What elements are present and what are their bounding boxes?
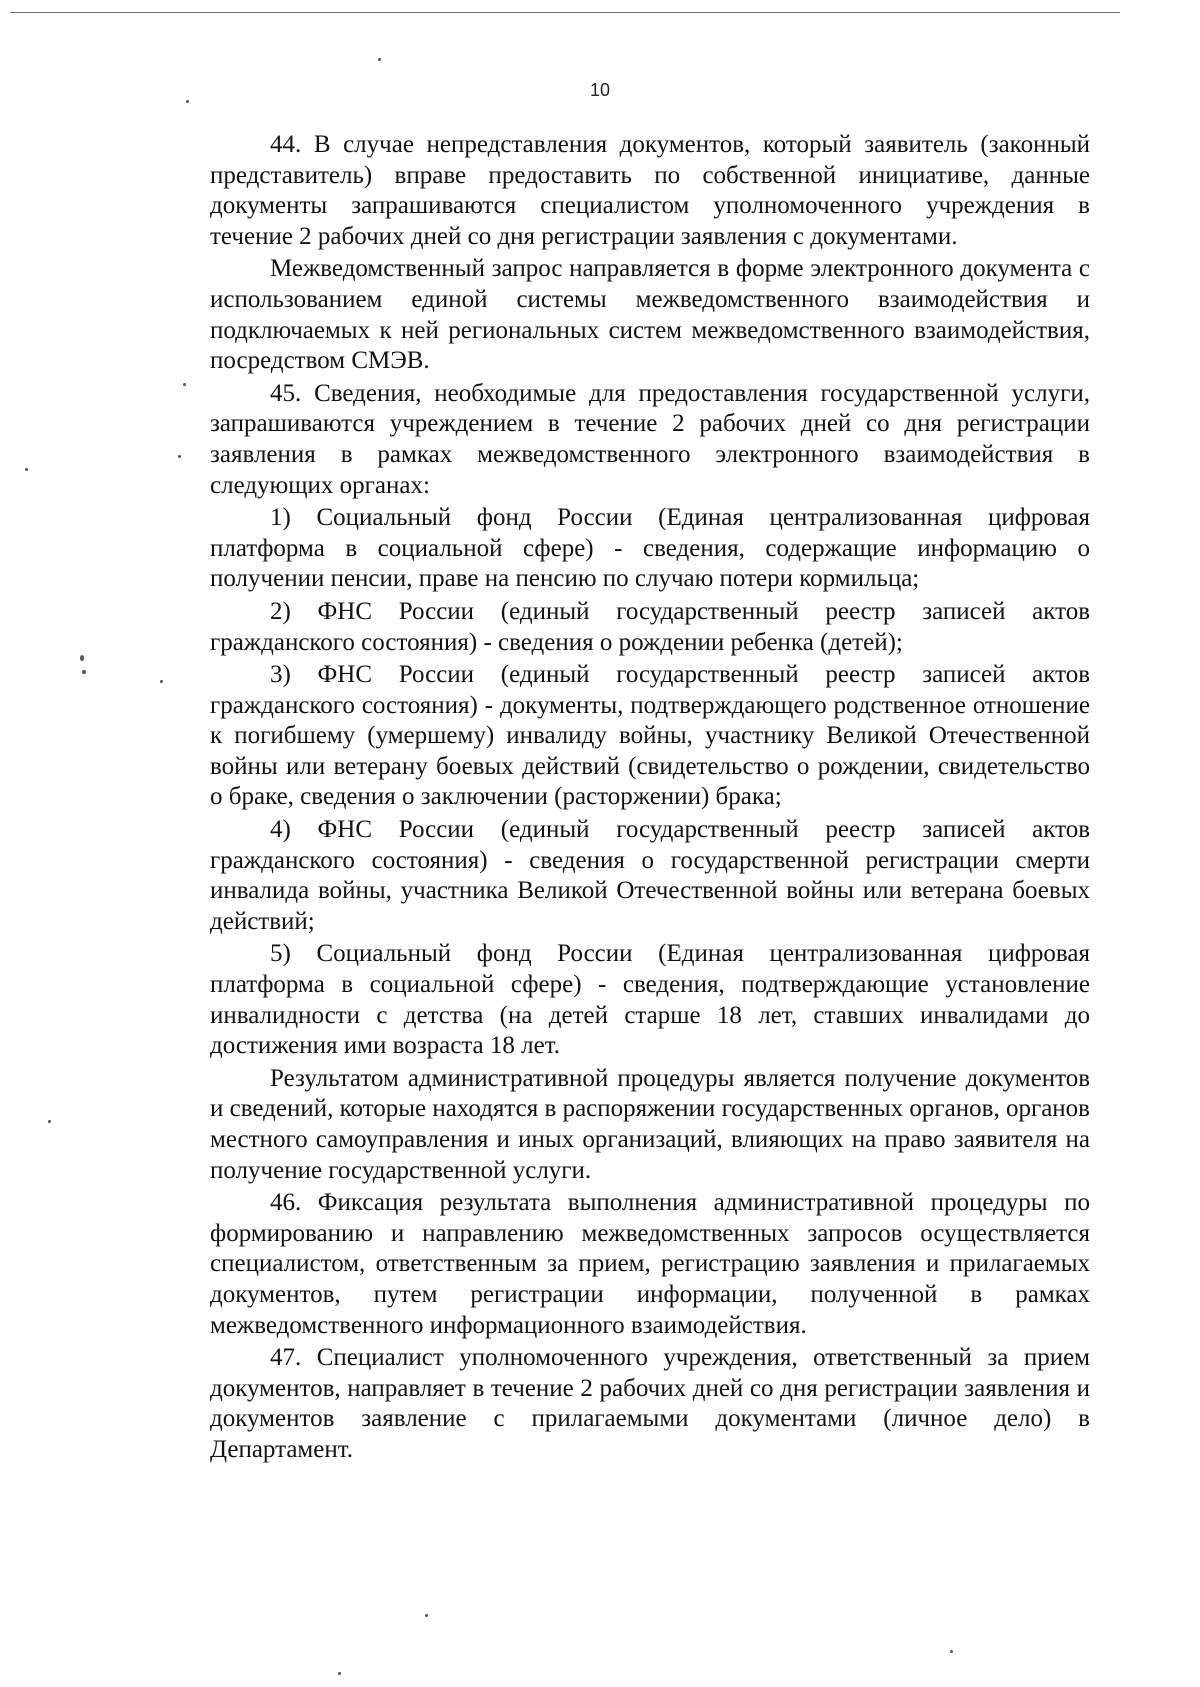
scan-speck — [82, 670, 86, 674]
scan-speck — [25, 468, 28, 471]
scan-speck — [378, 58, 381, 61]
scan-speck — [338, 1672, 341, 1675]
scan-speck — [178, 455, 181, 458]
paragraph-interagency-request: Межведомственный запрос направляется в форме электронного документа с использованием единой системы межведомственного взаимодействия и подключаемых к ней региональных систем межведомственного взаимодействия, посредством СМЭВ. — [210, 255, 1090, 375]
paragraph-result: Результатом административной процедуры является получение документов и сведений, которые находятся в распоряжении государственных органов, органов местного самоуправления и иных организаций, влияющих на право заявителя на получение государственной услуги. — [210, 1064, 1090, 1184]
paragraph-46: 46. Фиксация результата выполнения административной процедуры по формированию и направлению межведомственных запросов осуществляется специалистом, ответственным за прием, регистрацию заявления и прилагаемых документов, путем регистрации информации, полученной в рамках межведомственного информационного взаимодействия. — [210, 1189, 1090, 1339]
paragraph-47: 47. Специалист уполномоченного учреждения, ответственный за прием документов, направляет в течение 2 рабочих дней со дня регистрации заявления и документов заявление с прилагаемыми документами (личное дело) в Департамент. — [210, 1344, 1090, 1463]
list-item-2: 2) ФНС России (единый государственный реестр записей актов гражданского состояния) - сведения о рождении ребенка (детей); — [210, 597, 1090, 656]
scan-speck — [80, 655, 84, 661]
scan-speck — [48, 1120, 51, 1123]
scan-speck — [186, 100, 189, 103]
scan-speck — [183, 383, 186, 386]
list-item-1: 1) Социальный фонд России (Единая централизованная цифровая платформа в социальной сфере) - сведения, содержащие информацию о получении пенсии, праве на пенсию по случаю потери кормильца; — [210, 504, 1090, 593]
page-number: 10 — [589, 80, 611, 100]
list-item-3: 3) ФНС России (единый государственный реестр записей актов гражданского состояния) - документы, подтверждающего родственное отношение к погибшему (умершему) инвалиду войны, участнику Великой Отечественной войны или ветерану боевых действий (свидетельство о рождении, свидетельство о браке, сведения о заключении (расторжении) брака; — [210, 661, 1090, 811]
scan-speck — [425, 1614, 428, 1617]
scan-edge-line — [10, 12, 1120, 13]
paragraph-45: 45. Сведения, необходимые для предоставления государственной услуги, запрашиваются учреждением в течение 2 рабочих дней со дня регистрации заявления в рамках межведомственного электронного взаимодействия в следующих органах: — [210, 379, 1090, 499]
document-body — [210, 130, 1090, 1466]
list-item-5: 5) Социальный фонд России (Единая централизованная цифровая платформа в социальной сфере) - сведения, подтверждающие установление инвалидности с детства (на детей старше 18 лет, ставших инвалидами до достижения ими возраста 18 лет. — [210, 940, 1090, 1060]
scan-speck — [950, 1650, 953, 1653]
list-item-4: 4) ФНС России (единый государственный реестр записей актов гражданского состояния) - сведения о государственной регистрации смерти инвалида войны, участника Великой Отечественной войны или ветерана боевых действий; — [210, 816, 1090, 935]
scan-speck — [160, 680, 163, 683]
paragraph-44: 44. В случае непредставления документов, который заявитель (законный представитель) вправе предоставить по собственной инициативе, данные документы запрашиваются специалистом уполномоченного учреждения в течение 2 рабочих дней со дня регистрации заявления с документами. — [210, 131, 1090, 250]
